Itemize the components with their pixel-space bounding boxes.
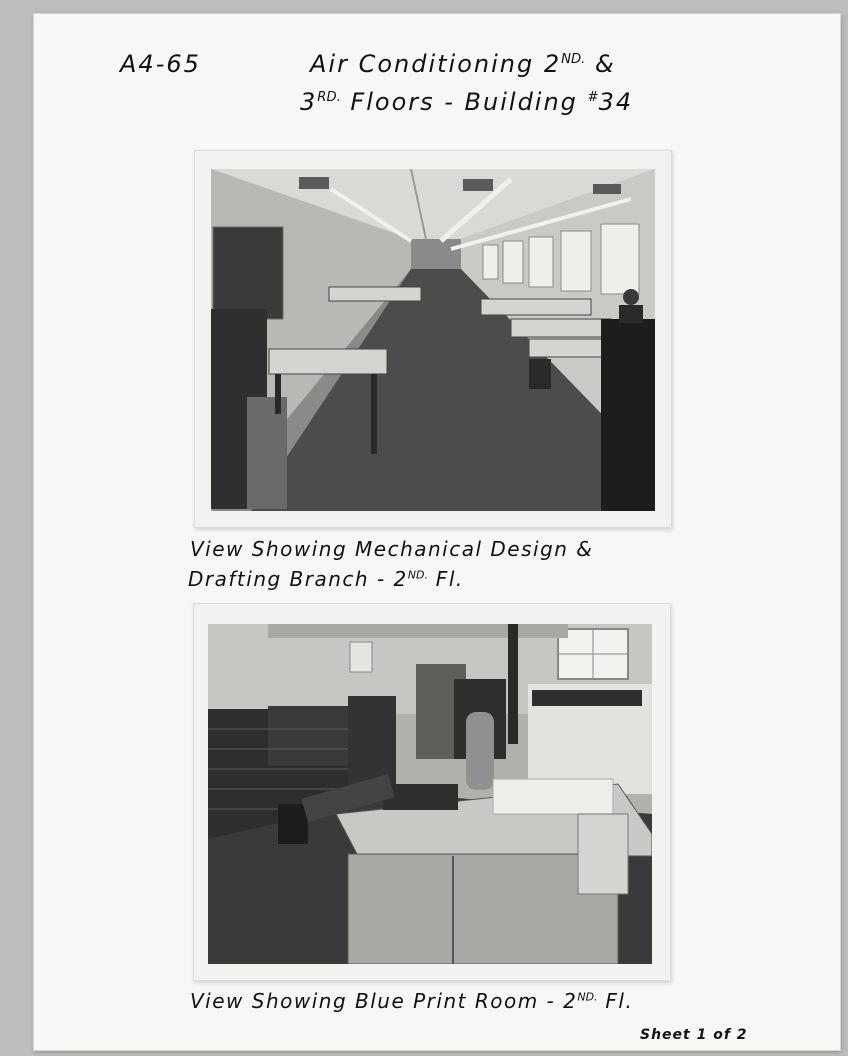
photo-drafting-room (211, 169, 655, 511)
photo-drafting-room-image (211, 169, 655, 511)
title-line-2-building-number: 34 (598, 88, 634, 116)
title-line-1-text: Air Conditioning 2 (310, 50, 562, 78)
photo-2-caption-floor: Fl. (597, 989, 634, 1013)
photo-1-caption-floor: Fl. (427, 567, 464, 591)
sheet-number: Sheet 1 of 2 (640, 1027, 748, 1043)
photo-blue-print-room (208, 624, 652, 964)
title-line-2-text: Floors - Building (340, 88, 588, 116)
photo-2-caption-superscript: ND. (577, 990, 598, 1004)
title-line-2 (300, 88, 633, 116)
title-line-1-superscript: ND. (561, 52, 586, 67)
photo-1-caption-superscript: ND. (407, 568, 428, 582)
photo-mount-2 (193, 603, 671, 981)
photo-1-caption-line-2 (188, 567, 464, 591)
title-line-2-hash: # (587, 90, 599, 105)
photo-blue-print-room-image (208, 624, 652, 964)
document-code: A4-65 (120, 50, 201, 78)
title-line-2-number: 3 (300, 88, 318, 116)
photo-2-caption (190, 989, 633, 1013)
title-line-2-superscript: RD. (317, 90, 341, 105)
photo-1-caption-line-1: View Showing Mechanical Design & (190, 537, 594, 561)
title-line-1-ampersand: & (585, 50, 616, 78)
photo-mount-1 (194, 150, 672, 528)
title-line-1 (310, 50, 616, 78)
photo-1-caption-text: Drafting Branch - 2 (188, 567, 408, 591)
photo-2-caption-text: View Showing Blue Print Room - 2 (190, 989, 578, 1013)
